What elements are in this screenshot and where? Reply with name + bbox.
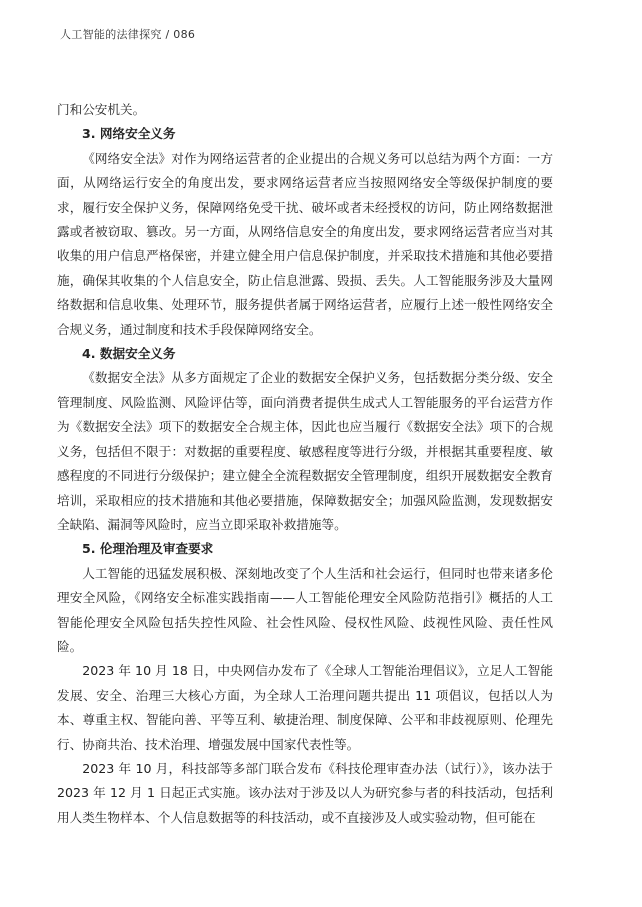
paragraph: 门和公安机关。 [57, 102, 146, 117]
body-text [57, 98, 553, 830]
book-title: 人工智能的法律探究 [60, 28, 162, 41]
section-heading: 4. 数据安全义务 [82, 346, 176, 362]
section-heading: 3. 网络安全义务 [82, 126, 176, 142]
running-header [60, 26, 195, 42]
page-number: / 086 [165, 28, 196, 41]
section-heading: 5. 伦理治理及审查要求 [82, 541, 214, 557]
paragraph: 2023 年 10 月，科技部等多部门联合发布《科技伦理审查办法（试行）》，该办法于 2023 年 12 月 1 日起正式实施。该办法对于涉及以人为研究参与者的科技活动，包括利用人类生物样本、个人信息数据等的科技活动，或不直接涉及人或实验动物，但可能在 [57, 760, 553, 825]
paragraph: 2023 年 10 月 18 日，中央网信办发布了《全球人工智能治理倡议》，立足人工智能发展、安全、治理三大核心方面，为全球人工治理问题共提出 11 项倡议，包括以人为本、尊重主权、智能向善、平等互利、敏捷治理、制度保障、公平和非歧视原则、伦理先行、协商共治、技术治理、增强发展中国家代表性等。 [57, 663, 553, 752]
paragraph: 《网络安全法》对作为网络运营者的企业提出的合规义务可以总结为两个方面：一方面，从网络运行安全的角度出发，要求网络运营者应当按照网络安全等级保护制度的要求，履行安全保护义务，保障网络免受干扰、破坏或者未经授权的访问，防止网络数据泄露或者被窃取、篡改。另一方面，从网络信息安全的角度出发，要求网络运营者应当对其收集的用户信息严格保密，并建立健全用户信息保护制度，并采取技术措施和其他必要措施，确保其收集的个人信息安全，防止信息泄露、毁损、丢失。人工智能服务涉及大量网络数据和信息收集、处理环节，服务提供者属于网络运营者，应履行上述一般性网络安全合规义务，通过制度和技术手段保障网络安全。 [57, 150, 553, 337]
paragraph: 人工智能的迅猛发展积极、深刻地改变了个人生活和社会运行，但同时也带来诸多伦理安全风险，《网络安全标准实践指南——人工智能伦理安全风险防范指引》概括的人工智能伦理安全风险包括失控性风险、社会性风险、侵权性风险、歧视性风险、责任性风险。 [57, 565, 553, 654]
paragraph: 《数据安全法》从多方面规定了企业的数据安全保护义务，包括数据分类分级、安全管理制度、风险监测、风险评估等，面向消费者提供生成式人工智能服务的平台运营方作为《数据安全法》项下的数据安全合规主体，因此也应当履行《数据安全法》项下的合规义务，包括但不限于：对数据的重要程度、敏感程度等进行分级，并根据其重要程度、敏感程度的不同进行分级保护；建立健全全流程数据安全管理制度，组织开展数据安全教育培训，采取相应的技术措施和其他必要措施，保障数据安全；加强风险监测，发现数据安全缺陷、漏洞等风险时，应当立即采取补救措施等。 [57, 370, 553, 532]
